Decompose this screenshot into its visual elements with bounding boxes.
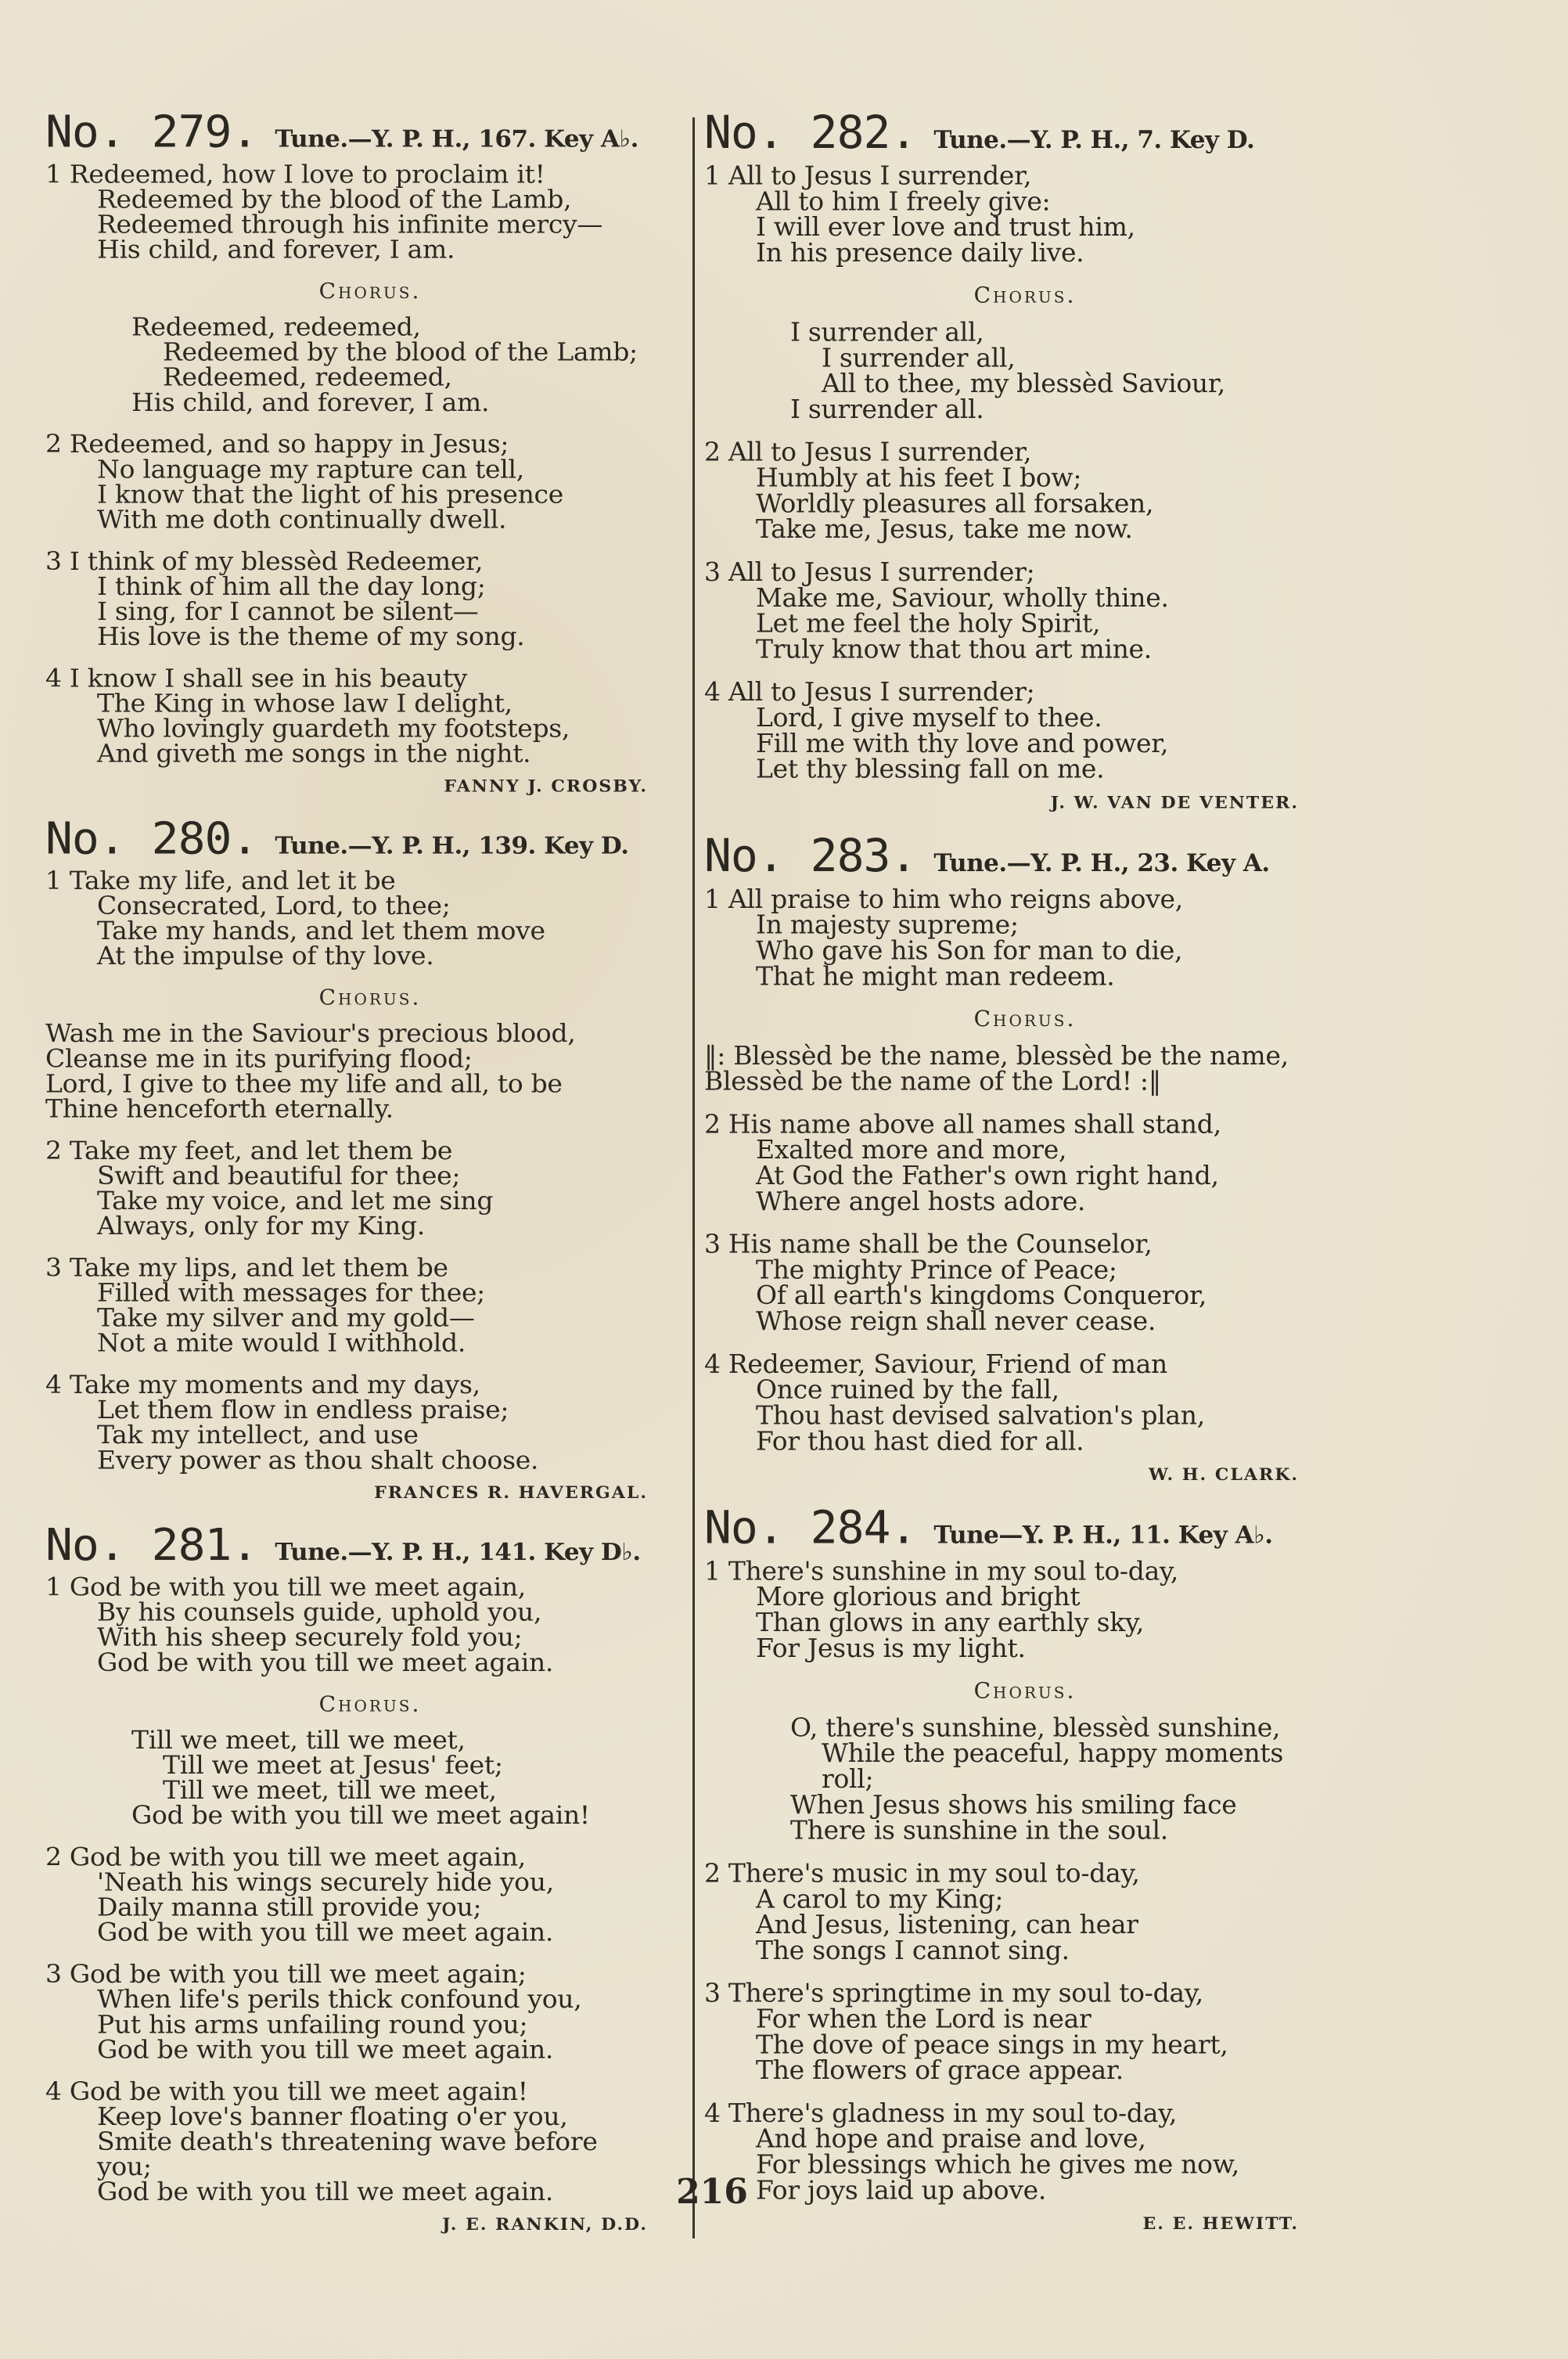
hymn-heading xyxy=(704,1500,1346,1554)
hymn-number: No. 280. xyxy=(45,812,258,864)
chorus-line: I surrender all, xyxy=(790,316,984,348)
verse-line: 1 God be with you till we meet again, xyxy=(45,1572,526,1602)
verse xyxy=(704,160,1346,268)
verse-line: A carol to my King; xyxy=(756,1883,1004,1914)
verse xyxy=(704,1108,1346,1216)
verse-line: Not a mite would I withhold. xyxy=(97,1327,466,1358)
verse xyxy=(704,1977,1346,2086)
chorus-line: Redeemed, redeemed, xyxy=(131,312,421,342)
verse xyxy=(45,865,695,971)
verse-line: I will ever love and trust him, xyxy=(756,211,1135,243)
hymn xyxy=(45,106,695,797)
hymn-author: FRANCES R. HAVERGAL. xyxy=(374,1482,648,1504)
verse-line: For blessings which he gives me now, xyxy=(756,2148,1239,2180)
verse-line: Take me, Jesus, take me now. xyxy=(756,513,1133,545)
hymn xyxy=(45,1518,695,2235)
hymn-author: FANNY J. CROSBY. xyxy=(444,776,648,797)
chorus xyxy=(704,316,1346,424)
verse-line: Than glows in any earthly sky, xyxy=(756,1607,1145,1638)
verse-line: Let thy blessing fall on me. xyxy=(756,753,1105,784)
hymn-tune-key: Tune.—Y. P. H., 7. Key D. xyxy=(933,125,1255,154)
verse-line: Fill me with thy love and power, xyxy=(756,727,1169,758)
verse-line: 4 Take my moments and my days, xyxy=(45,1369,480,1399)
verse-line: By his counsels guide, uphold you, xyxy=(97,1597,542,1627)
chorus-line: All to thee, my blessèd Saviour, xyxy=(822,368,1225,399)
verse-line: 1 All praise to him who reigns above, xyxy=(704,883,1183,914)
chorus-line: roll; xyxy=(822,1763,874,1795)
page-number: 216 xyxy=(676,2172,748,2212)
verse-line: At God the Father's own right hand, xyxy=(756,1160,1219,1190)
verse-line: 3 God be with you till we meet again; xyxy=(45,1959,527,1989)
verse-line: Who lovingly guardeth my footsteps, xyxy=(97,713,570,744)
verse-line: And hope and praise and love, xyxy=(756,2123,1146,2154)
verse-line: Take my voice, and let me sing xyxy=(97,1185,494,1216)
verse xyxy=(45,1842,695,1947)
verse-line: Swift and beautiful for thee; xyxy=(97,1160,461,1190)
verse xyxy=(704,1857,1346,1965)
chorus-line: Redeemed, redeemed, xyxy=(163,362,452,392)
verse-line: 3 I think of my blessèd Redeemer, xyxy=(45,546,484,576)
verse-line: God be with you till we meet again. xyxy=(97,1647,554,1677)
verse-line: Always, only for my King. xyxy=(97,1210,426,1241)
verse-line: The King in whose law I delight, xyxy=(97,688,512,719)
hymn xyxy=(704,829,1346,1486)
chorus-line: Cleanse me in its purifying flood; xyxy=(45,1043,473,1074)
verse xyxy=(704,436,1346,545)
verse-line: Redeemed by the blood of the Lamb, xyxy=(97,184,572,214)
hymn-heading xyxy=(704,106,1346,159)
verse-line: you; xyxy=(97,2151,152,2181)
verse-line: 2 God be with you till we meet again, xyxy=(45,1842,526,1872)
hymn-number: No. 284. xyxy=(704,1500,917,1554)
chorus-line: Blessèd be the name of the Lord! :‖ xyxy=(704,1065,1161,1097)
verse-line: With me doth continually dwell. xyxy=(97,504,507,535)
verse-line: At the impulse of thy love. xyxy=(97,940,434,971)
verse-line: Who gave his Son for man to die, xyxy=(756,935,1183,966)
chorus-line: I surrender all. xyxy=(790,394,984,424)
verse-line: Daily manna still provide you; xyxy=(97,1892,482,1922)
verse-line: Smite death's threatening wave before xyxy=(97,2126,598,2156)
hymn-tune-key: Tune.—Y. P. H., 139. Key D. xyxy=(275,832,629,860)
chorus-line: Till we meet, till we meet, xyxy=(131,1724,466,1755)
verse-line: And giveth me songs in the night. xyxy=(97,738,531,769)
verse-line: In his presence daily live. xyxy=(756,237,1084,268)
verse-line: Tak my intellect, and use xyxy=(97,1420,419,1450)
verse-line: The songs I cannot sing. xyxy=(756,1935,1070,1965)
verse xyxy=(45,2076,695,2206)
verse-line: That he might man redeem. xyxy=(756,960,1115,992)
verse-line: I think of him all the day long; xyxy=(97,571,486,601)
verse-line: And Jesus, listening, can hear xyxy=(756,1909,1138,1940)
chorus-line: His child, and forever, I am. xyxy=(131,387,490,417)
verse-line: For when the Lord is near xyxy=(756,2003,1091,2034)
verse-line: Exalted more and more, xyxy=(756,1134,1067,1165)
verse-line: 4 There's gladness in my soul to-day, xyxy=(704,2098,1178,2128)
verse-line: For thou hast died for all. xyxy=(756,1425,1084,1457)
hymn xyxy=(704,1500,1346,2235)
chorus xyxy=(45,1018,695,1124)
verse xyxy=(45,663,695,769)
verse-line: Of all earth's kingdoms Conqueror, xyxy=(756,1280,1207,1311)
verse-line: Consecrated, Lord, to thee; xyxy=(97,890,451,920)
verse-line: 1 There's sunshine in my soul to-day, xyxy=(704,1555,1179,1586)
verse-line: 1 All to Jesus I surrender, xyxy=(704,160,1032,191)
column-divider xyxy=(692,117,695,2238)
hymn-number: No. 279. xyxy=(45,106,258,158)
verse xyxy=(45,1252,695,1358)
verse-line: 3 Take my lips, and let them be xyxy=(45,1252,448,1283)
chorus-line: When Jesus shows his smiling face xyxy=(790,1789,1237,1820)
verse-line: Redeemed through his infinite mercy— xyxy=(97,209,603,240)
verse-line: 1 Take my life, and let it be xyxy=(45,865,396,895)
hymn-tune-key: Tune.—Y. P. H., 23. Key A. xyxy=(933,849,1270,877)
hymn-heading xyxy=(704,829,1346,882)
verse xyxy=(45,159,695,265)
hymn-tune-key: Tune.—Y. P. H., 141. Key D♭. xyxy=(275,1538,641,1566)
hymn xyxy=(704,106,1346,813)
verse xyxy=(704,1348,1346,1457)
hymn-tune-key: Tune—Y. P. H., 11. Key A♭. xyxy=(933,1521,1273,1550)
verse xyxy=(704,883,1346,992)
hymn-number: No. 282. xyxy=(704,106,917,159)
hymn-heading xyxy=(45,1518,695,1571)
chorus-line: I surrender all, xyxy=(822,342,1016,373)
verse-line: 3 All to Jesus I surrender; xyxy=(704,556,1035,587)
verse-line: 4 Redeemer, Saviour, Friend of man xyxy=(704,1348,1167,1379)
verse-line: God be with you till we meet again. xyxy=(97,1917,554,1947)
verse-line: Where angel hosts adore. xyxy=(756,1185,1086,1216)
chorus-heading: Chorus. xyxy=(973,1677,1077,1704)
verse-line: 2 All to Jesus I surrender, xyxy=(704,436,1032,467)
hymn-tune-key: Tune.—Y. P. H., 167. Key A♭. xyxy=(275,125,638,153)
verse-line: Put his arms unfailing round you; xyxy=(97,2009,528,2040)
hymn-author: J. W. VAN DE VENTER. xyxy=(1050,792,1299,813)
verse-line: 2 Redeemed, and so happy in Jesus; xyxy=(45,429,509,459)
chorus xyxy=(45,312,695,417)
verse-line: I sing, for I cannot be silent— xyxy=(97,596,479,626)
verse-line: With his sheep securely fold you; xyxy=(97,1622,523,1652)
verse-line: Let me feel the holy Spirit, xyxy=(756,607,1101,639)
right-column xyxy=(704,106,1346,2254)
verse xyxy=(45,429,695,535)
hymn xyxy=(45,812,695,1504)
verse-line: The dove of peace sings in my heart, xyxy=(756,2029,1228,2060)
verse-line: 3 His name shall be the Counselor, xyxy=(704,1228,1153,1259)
hymn-heading xyxy=(45,812,695,864)
verse-line: God be with you till we meet again. xyxy=(97,2176,554,2206)
verse-line: Make me, Saviour, wholly thine. xyxy=(756,582,1169,613)
verse-line: Truly know that thou art mine. xyxy=(756,633,1152,664)
verse-line: 4 All to Jesus I surrender; xyxy=(704,676,1035,708)
verse xyxy=(45,546,695,651)
verse-line: More glorious and bright xyxy=(756,1581,1081,1612)
verse xyxy=(704,1228,1346,1336)
verse xyxy=(45,1135,695,1241)
verse-line: When life's perils thick confound you, xyxy=(97,1984,582,2014)
verse-line: Take my hands, and let them move xyxy=(97,915,545,945)
verse-line: 2 His name above all names shall stand, xyxy=(704,1108,1221,1140)
verse-line: Thou hast devised salvation's plan, xyxy=(756,1399,1205,1431)
chorus-line: ‖: Blessèd be the name, blessèd be the name, xyxy=(704,1039,1289,1071)
verse-line: Filled with messages for thee; xyxy=(97,1277,485,1308)
chorus-line: Thine henceforth eternally. xyxy=(45,1093,394,1124)
verse-line: For joys laid up above. xyxy=(756,2174,1047,2206)
verse-line: For Jesus is my light. xyxy=(756,1633,1026,1663)
verse-line: I know that the light of his presence xyxy=(97,479,563,510)
verse-line: 4 God be with you till we meet again! xyxy=(45,2076,528,2106)
verse-line: Let them flow in endless praise; xyxy=(97,1395,509,1424)
verse xyxy=(704,556,1346,664)
verse-line: Whose reign shall never cease. xyxy=(756,1306,1156,1336)
chorus-line: Wash me in the Saviour's precious blood, xyxy=(45,1018,576,1048)
chorus xyxy=(704,1039,1346,1097)
left-column xyxy=(45,106,695,2254)
chorus-line: Till we meet at Jesus' feet; xyxy=(163,1749,503,1780)
hymn-heading xyxy=(45,106,695,158)
verse-line: 'Neath his wings securely hide you, xyxy=(97,1867,554,1897)
verse-line: Take my silver and my gold— xyxy=(97,1302,475,1333)
chorus xyxy=(45,1724,695,1830)
verse-line: 2 There's music in my soul to-day, xyxy=(704,1857,1140,1889)
verse-line: In majesty supreme; xyxy=(756,909,1019,940)
verse-line: His love is the theme of my song. xyxy=(97,621,525,651)
verse-line: Lord, I give myself to thee. xyxy=(756,702,1102,733)
hymn-number: No. 283. xyxy=(704,829,917,882)
verse-line: Worldly pleasures all forsaken, xyxy=(756,488,1154,519)
chorus-line: While the peaceful, happy moments xyxy=(822,1738,1284,1769)
chorus-line: Lord, I give to thee my life and all, to be xyxy=(45,1068,563,1099)
verse xyxy=(704,1555,1346,1663)
verse-line: All to him I freely give: xyxy=(756,185,1051,217)
verse-line: The mighty Prince of Peace; xyxy=(756,1254,1117,1285)
chorus-heading: Chorus. xyxy=(318,278,422,304)
chorus-heading: Chorus. xyxy=(318,1691,422,1717)
hymn-number: No. 281. xyxy=(45,1518,258,1571)
chorus-heading: Chorus. xyxy=(318,985,422,1010)
verse-line: Once ruined by the fall, xyxy=(756,1374,1059,1405)
verse-line: God be with you till we meet again. xyxy=(97,2034,554,2065)
chorus-heading: Chorus. xyxy=(973,282,1077,308)
verse-line: The flowers of grace appear. xyxy=(756,2055,1124,2086)
verse-line: Every power as thou shalt choose. xyxy=(97,1445,539,1475)
verse xyxy=(45,1959,695,2065)
verse xyxy=(45,1369,695,1475)
hymn-author: J. E. RANKIN, D.D. xyxy=(442,2214,648,2235)
chorus-line: Till we meet, till we meet, xyxy=(163,1774,497,1805)
verse-line: No language my rapture can tell, xyxy=(97,454,524,484)
verse xyxy=(704,676,1346,784)
chorus xyxy=(704,1712,1346,1846)
verse-line: Keep love's banner floating o'er you, xyxy=(97,2101,568,2131)
verse-line: 3 There's springtime in my soul to-day, xyxy=(704,1977,1203,2008)
chorus-line: There is sunshine in the soul. xyxy=(790,1814,1168,1846)
verse-line: Humbly at his feet I bow; xyxy=(756,462,1082,493)
verse-line: 4 I know I shall see in his beauty xyxy=(45,663,468,693)
verse-line: 1 Redeemed, how I love to proclaim it! xyxy=(45,159,545,189)
chorus-heading: Chorus. xyxy=(973,1006,1077,1032)
verse-line: His child, and forever, I am. xyxy=(97,234,455,265)
hymn-author: W. H. CLARK. xyxy=(1149,1464,1299,1486)
verse-line: 2 Take my feet, and let them be xyxy=(45,1135,453,1165)
chorus-line: God be with you till we meet again! xyxy=(131,1799,590,1830)
hymn-author: E. E. HEWITT. xyxy=(1142,2213,1299,2235)
chorus-line: O, there's sunshine, blessèd sunshine, xyxy=(790,1712,1281,1743)
verse xyxy=(45,1572,695,1677)
chorus-line: Redeemed by the blood of the Lamb; xyxy=(163,337,638,367)
